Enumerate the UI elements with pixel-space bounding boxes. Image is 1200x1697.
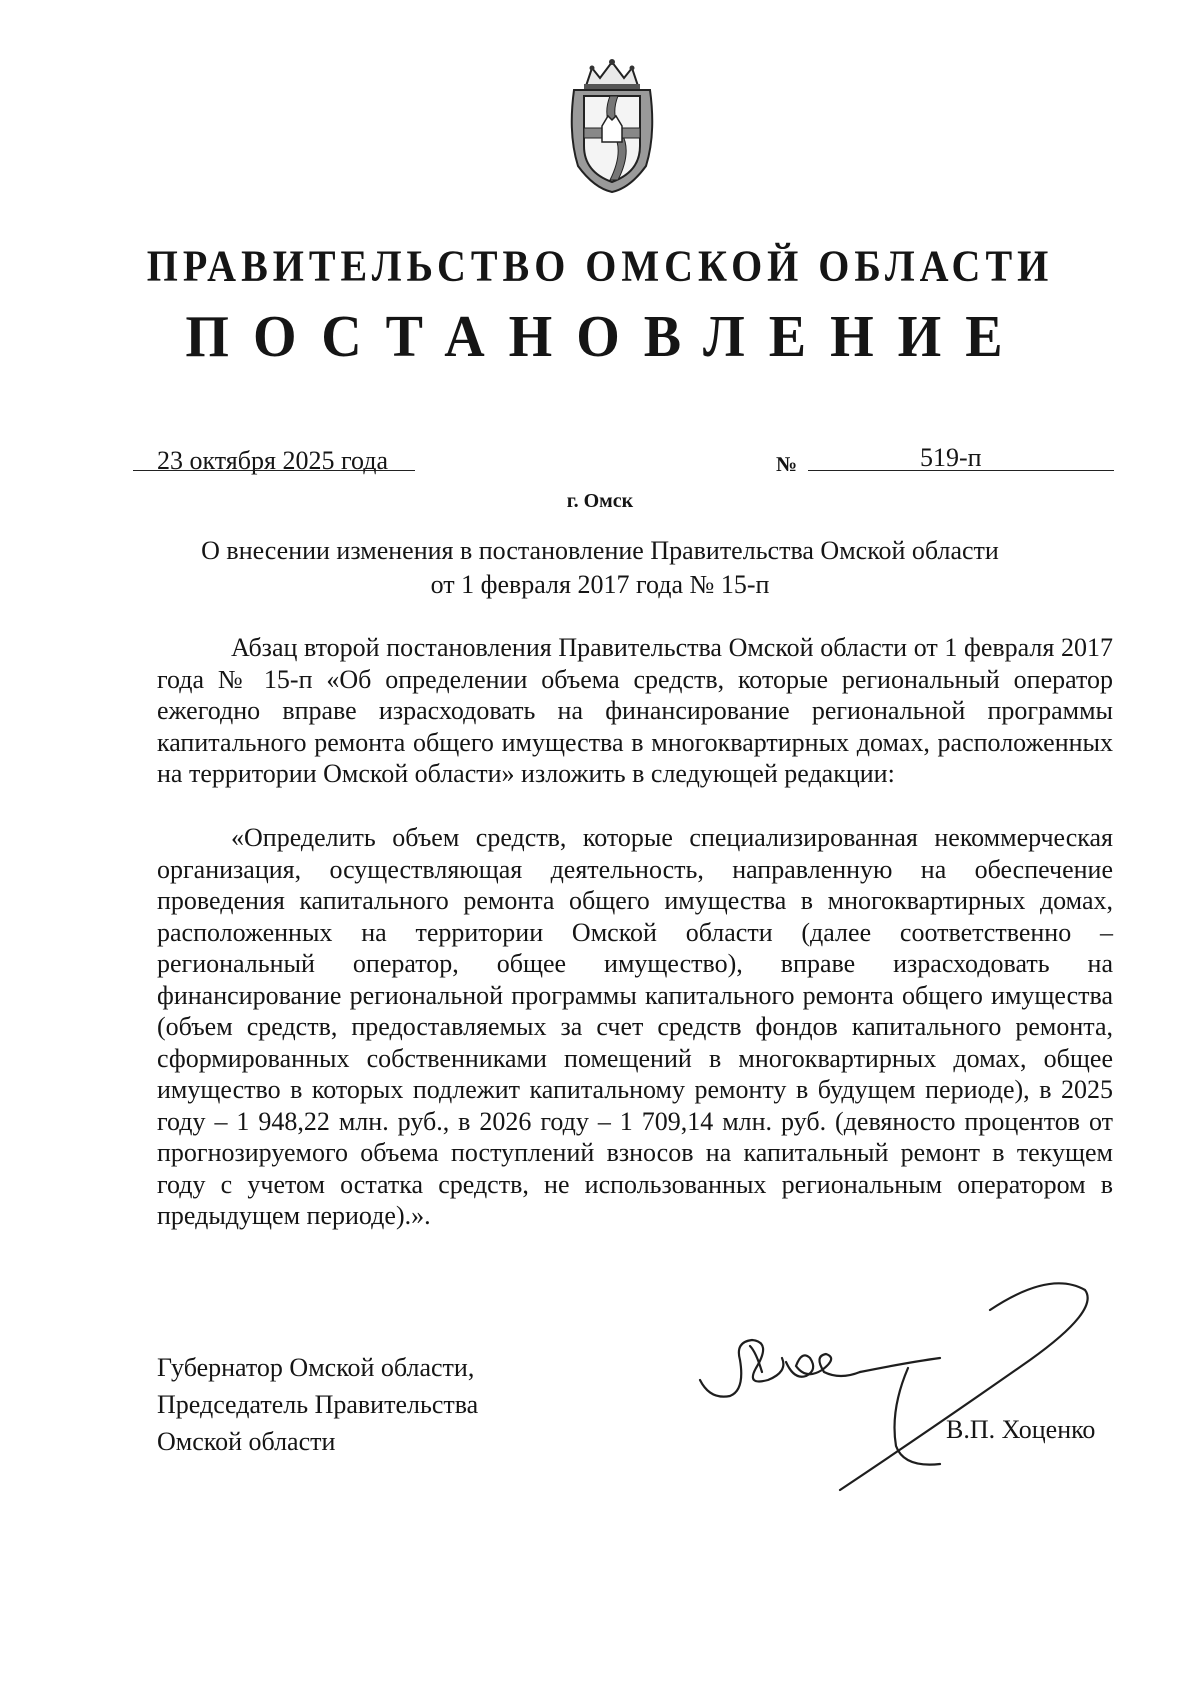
position-line-1: Губернатор Омской области, [157,1353,475,1382]
handwritten-signature-icon [690,1250,1140,1500]
subject-line-1: О внесении изменения в постановление Правительства Омской области [201,536,999,565]
number-underline [808,470,1114,471]
document-type-heading: ПОСТАНОВЛЕНИЕ [185,304,1027,370]
organization-title: ПРАВИТЕЛЬСТВО ОМСКОЙ ОБЛАСТИ [146,240,1054,291]
subject-line-2: от 1 февраля 2017 года № 15-п [430,570,770,599]
position-line-3: Омской области [157,1427,336,1456]
signatory-name: В.П. Хоценко [946,1415,1096,1444]
body-paragraph-1: Абзац второй постановления Правительства Омской области от 1 февраля 2017 года № 15-п «Об определении объема средств, которые региональный оператор ежегодно вправе израсходовать на финансирование региональной программы капитального ремонта общего имущества в многоквартирных домах, расположенных на территории Омской области» изложить в следующей редакции: [157,633,1113,788]
coat-of-arms-icon [564,54,660,194]
signatory-position [157,1349,478,1460]
date-underline [133,470,415,471]
document-subject [150,534,1050,602]
city-label: г. Омск [566,490,634,512]
document-date: 23 октября 2025 года [157,446,388,475]
number-sign: № [776,452,798,476]
position-line-2: Председатель Правительства [157,1390,479,1419]
body-paragraph-2: «Определить объем средств, которые специализированная некоммерческая организация, осуществляющая деятельность, направленную на обеспечение проведения капитального ремонта общего имущества в многоквартирных домах, расположенных на территории Омской области (далее соответственно – региональный оператор, общее имущество), вправе израсходовать на финансирование региональной программы капитального ремонта общего имущества (объем средств, предоставляемых за счет средств фондов капитального ремонта, сформированных собственниками помещений в многоквартирных домах, общее имущество в которых подлежит капитальному ремонту в будущем периоде), в 2025 году – 1 948,22 млн. руб., в 2026 году – 1 709,14 млн. руб. (девяносто процентов от прогнозируемого объема поступлений взносов на капитальный ремонт в текущем году с учетом остатка средств, не использованных региональным оператором в предыдущем периоде).». [157,823,1113,1230]
document-number: 519-п [920,443,982,472]
